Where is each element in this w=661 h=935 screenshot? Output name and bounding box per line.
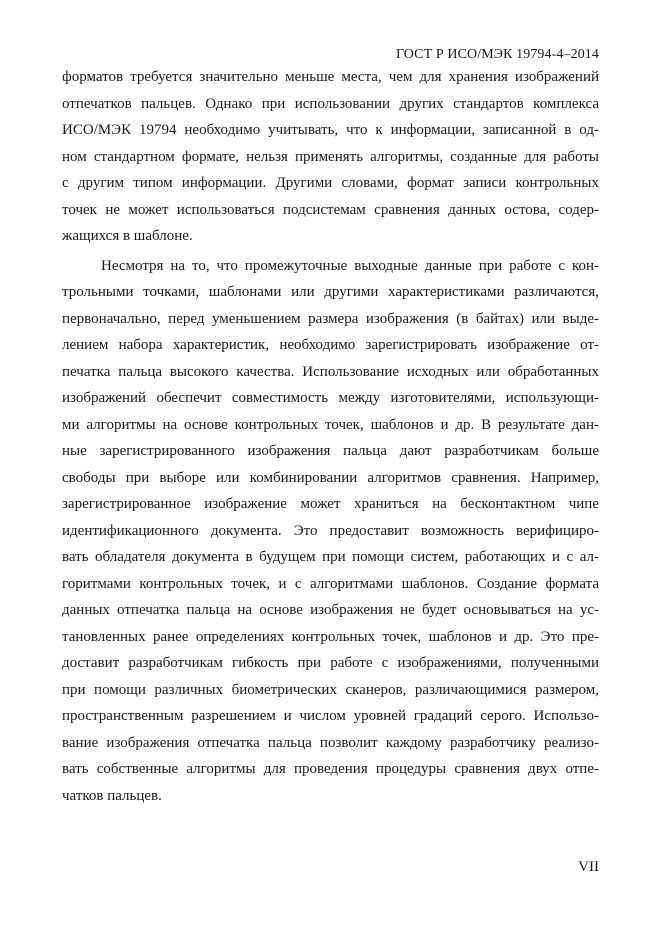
paragraph-line: жащихся в шаблоне. xyxy=(62,228,193,244)
paragraph-line: первоначально, перед уменьшением размера изображения (в байтах) или выде- xyxy=(62,310,599,327)
paragraph-line: чатков пальцев. xyxy=(62,787,162,804)
paragraph-1 xyxy=(62,70,599,256)
paragraph-line: вать обладателя документа в будущем при помощи систем, работающих и с ал- xyxy=(62,549,599,565)
paragraph-line: лением набора характеристик, необходимо зарегистрировать изображение от- xyxy=(62,337,599,353)
paragraph-line: Несмотря на то, что промежуточные выходные данные при работе с кон- xyxy=(101,257,599,274)
paragraph-line: ные зарегистрированного изображения пальца дают разработчикам больше xyxy=(62,443,599,459)
paragraph-line: ном стандартном формате, нельзя применять алгоритмы, созданные для работы xyxy=(62,148,599,165)
paragraph-line: при помощи различных биометрических сканеров, различающимися размером, xyxy=(62,681,599,698)
paragraph-line: точек не может использоваться подсистемам сравнения данных остова, содер- xyxy=(62,201,599,218)
paragraph-line: отпечатков пальцев. Однако при использовании других стандартов комплекса xyxy=(62,95,599,112)
paragraph-line: тановленных ранее определениях контрольных точек, шаблонов и др. Это пре- xyxy=(62,628,599,645)
paragraph-line: вание изображения отпечатка пальца позволит каждому разработчику реализо- xyxy=(62,734,599,751)
paragraph-line: данных отпечатка пальца на основе изображения не будет основываться на ус- xyxy=(62,602,599,618)
paragraph-line: ми алгоритмы на основе контрольных точек, шаблонов и др. В результате дан- xyxy=(62,416,599,433)
paragraph-line: вать собственные алгоритмы для проведения процедуры сравнения двух отпе- xyxy=(62,761,599,777)
paragraph-line: трольными точками, шаблонами или другими характеристиками различаются, xyxy=(62,284,599,300)
paragraph-line: печатка пальца высокого качества. Использование исходных или обработанных xyxy=(62,363,599,380)
paragraph-line: ИСО/МЭК 19794 необходимо учитывать, что к информации, записанной в од- xyxy=(62,122,599,138)
page-number: VII xyxy=(578,859,599,875)
body-text xyxy=(62,70,599,815)
paragraph-line: с другим типом информации. Другими словами, формат записи контрольных xyxy=(62,175,599,191)
paragraph-line: горитмами контрольных точек, и с алгоритмами шаблонов. Создание формата xyxy=(62,575,599,592)
paragraph-line: пространственным разрешением и числом уровней градаций серого. Использо- xyxy=(62,708,599,724)
paragraph-2 xyxy=(62,259,599,816)
paragraph-line: свободы при выборе или комбинировании алгоритмов сравнения. Например, xyxy=(62,469,599,486)
paragraph-line: доставит разработчикам гибкость при работе с изображениями, полученными xyxy=(62,655,599,671)
paragraph-line: зарегистрированное изображение может храниться на бесконтактном чипе xyxy=(62,496,599,512)
paragraph-line: идентификационного документа. Это предоставит возможность верифициро- xyxy=(62,522,599,539)
paragraph-line: форматов требуется значительно меньше места, чем для хранения изображений xyxy=(62,69,599,85)
paragraph-line: изображений обеспечит совместимость между изготовителями, использующи- xyxy=(62,390,599,406)
standard-header: ГОСТ Р ИСО/МЭК 19794-4–2014 xyxy=(395,47,599,62)
